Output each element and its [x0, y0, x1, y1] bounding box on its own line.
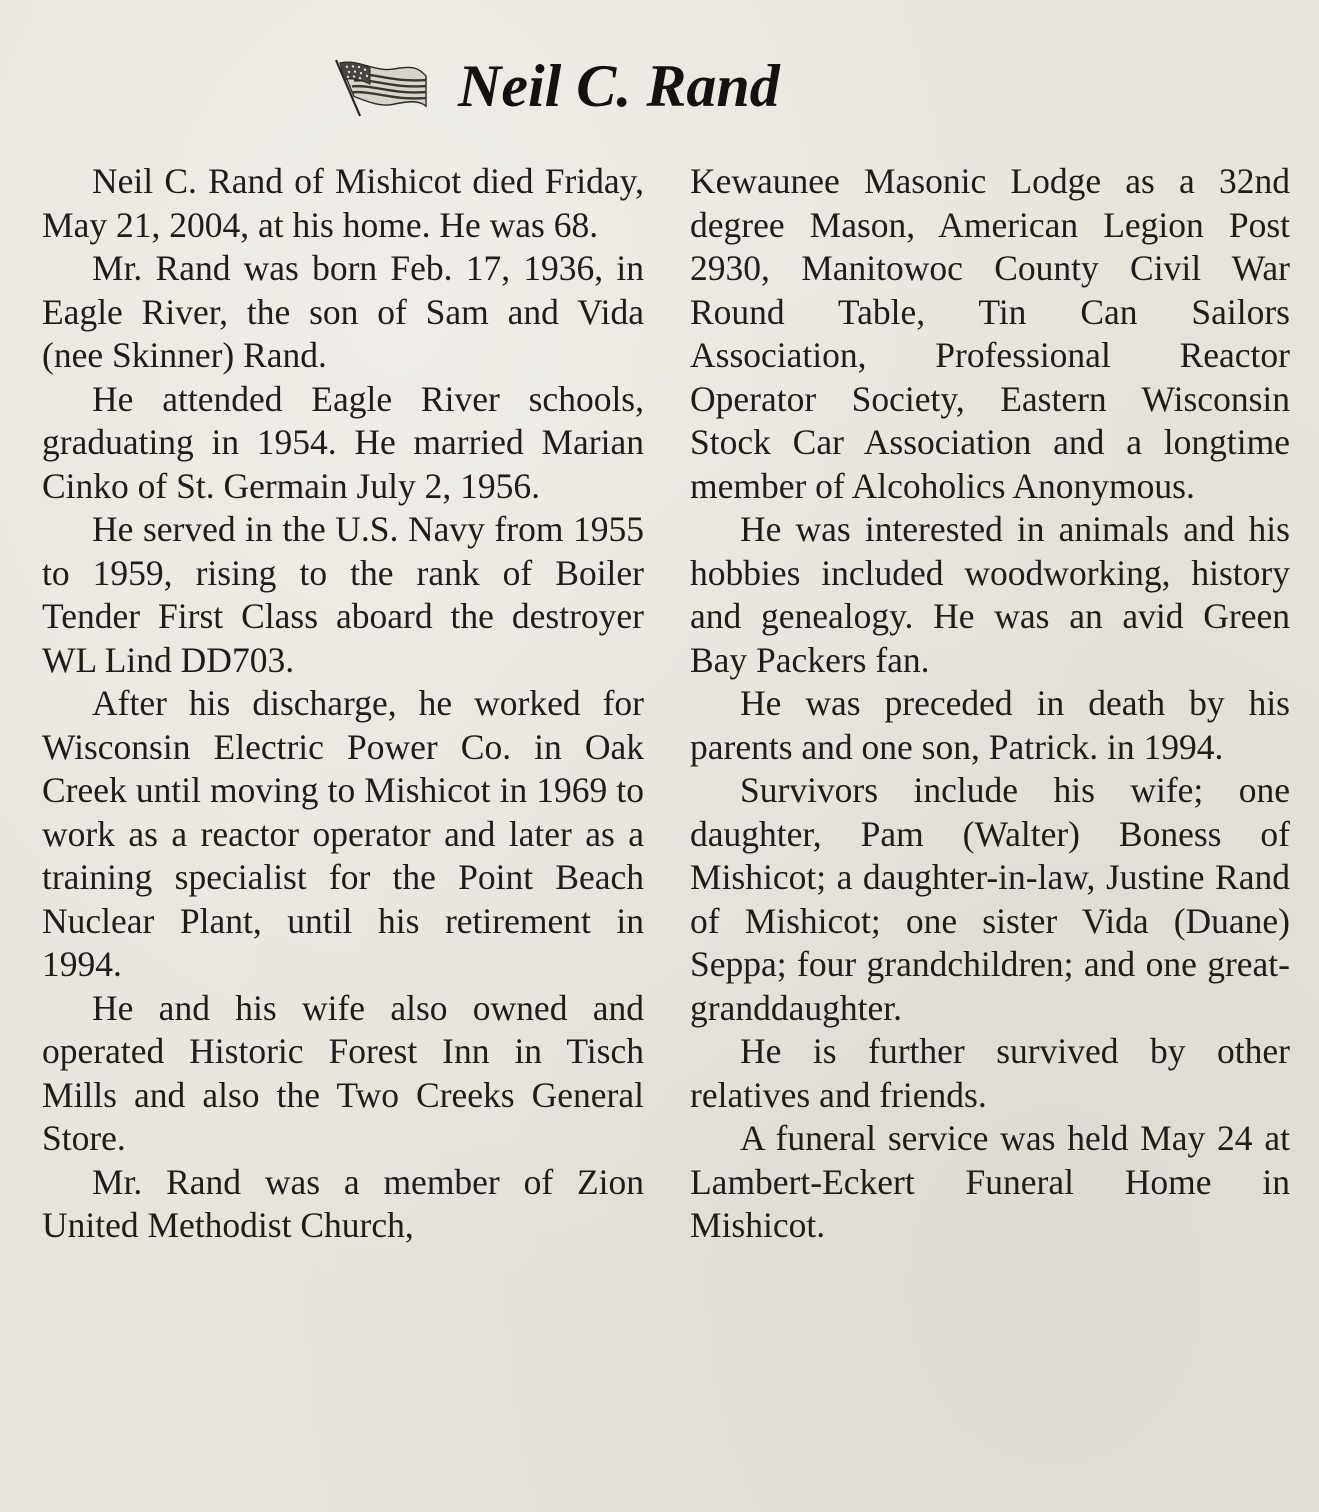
- paragraph-businesses: He and his wife also owned and operated Historic Forest Inn in Tisch Mills and also the Two Creeks General Store.: [42, 987, 644, 1158]
- left-text-column: [42, 160, 644, 1248]
- paragraph-navy-service: He served in the U.S. Navy from 1955 to 1959, rising to the rank of Boiler Tender First Class aboard the destroyer WL Lind DD703.: [42, 509, 644, 680]
- paragraph-survivors: Survivors include his wife; one daughter, Pam (Walter) Boness of Mishicot; a daughter-in-law, Justine Rand of Mishicot; one sister Vida (Duane) Seppa; four grandchildren; and one great-granddaughter.: [690, 770, 1290, 1028]
- paragraph-memberships-continued: Kewaunee Masonic Lodge as a 32nd degree Mason, American Legion Post 2930, Manitowoc County Civil War Round Table, Tin Can Sailors Association, Professional Reactor Operator Society, Eastern Wisconsin Stock Car Association and a longtime member of Alcoholics Anonymous.: [690, 161, 1290, 506]
- paragraph-education-marriage: He attended Eagle River schools, graduating in 1954. He married Marian Cinko of St. Germain July 2, 1956.: [42, 378, 644, 506]
- right-text-column: [690, 160, 1290, 1248]
- paragraph-funeral-service: A funeral service was held May 24 at Lambert-Eckert Funeral Home in Mishicot.: [690, 1118, 1290, 1245]
- paragraph-career: After his discharge, he worked for Wisconsin Electric Power Co. in Oak Creek until moving to Mishicot in 1969 to work as a reactor operator and later as a training specialist for the Point Beach Nuclear Plant, until his retirement in 1994.: [42, 683, 644, 984]
- paragraph-death-notice: Neil C. Rand of Mishicot died Friday, May 21, 2004, at his home. He was 68.: [42, 161, 644, 245]
- obituary-title: Neil C. Rand: [458, 52, 780, 119]
- paragraph-hobbies: He was interested in animals and his hobbies included woodworking, history and genealogy. He was an avid Green Bay Packers fan.: [690, 509, 1290, 680]
- paragraph-other-relatives: He is further survived by other relatives and friends.: [690, 1031, 1290, 1115]
- paragraph-preceded-in-death: He was preceded in death by his parents and one son, Patrick. in 1994.: [690, 683, 1290, 767]
- paragraph-birth: Mr. Rand was born Feb. 17, 1936, in Eagle River, the son of Sam and Vida (nee Skinner) Rand.: [42, 248, 644, 375]
- american-flag-icon: [330, 54, 430, 118]
- obituary-headline: [330, 44, 780, 128]
- paragraph-memberships-start: Mr. Rand was a member of Zion United Methodist Church,: [42, 1161, 644, 1245]
